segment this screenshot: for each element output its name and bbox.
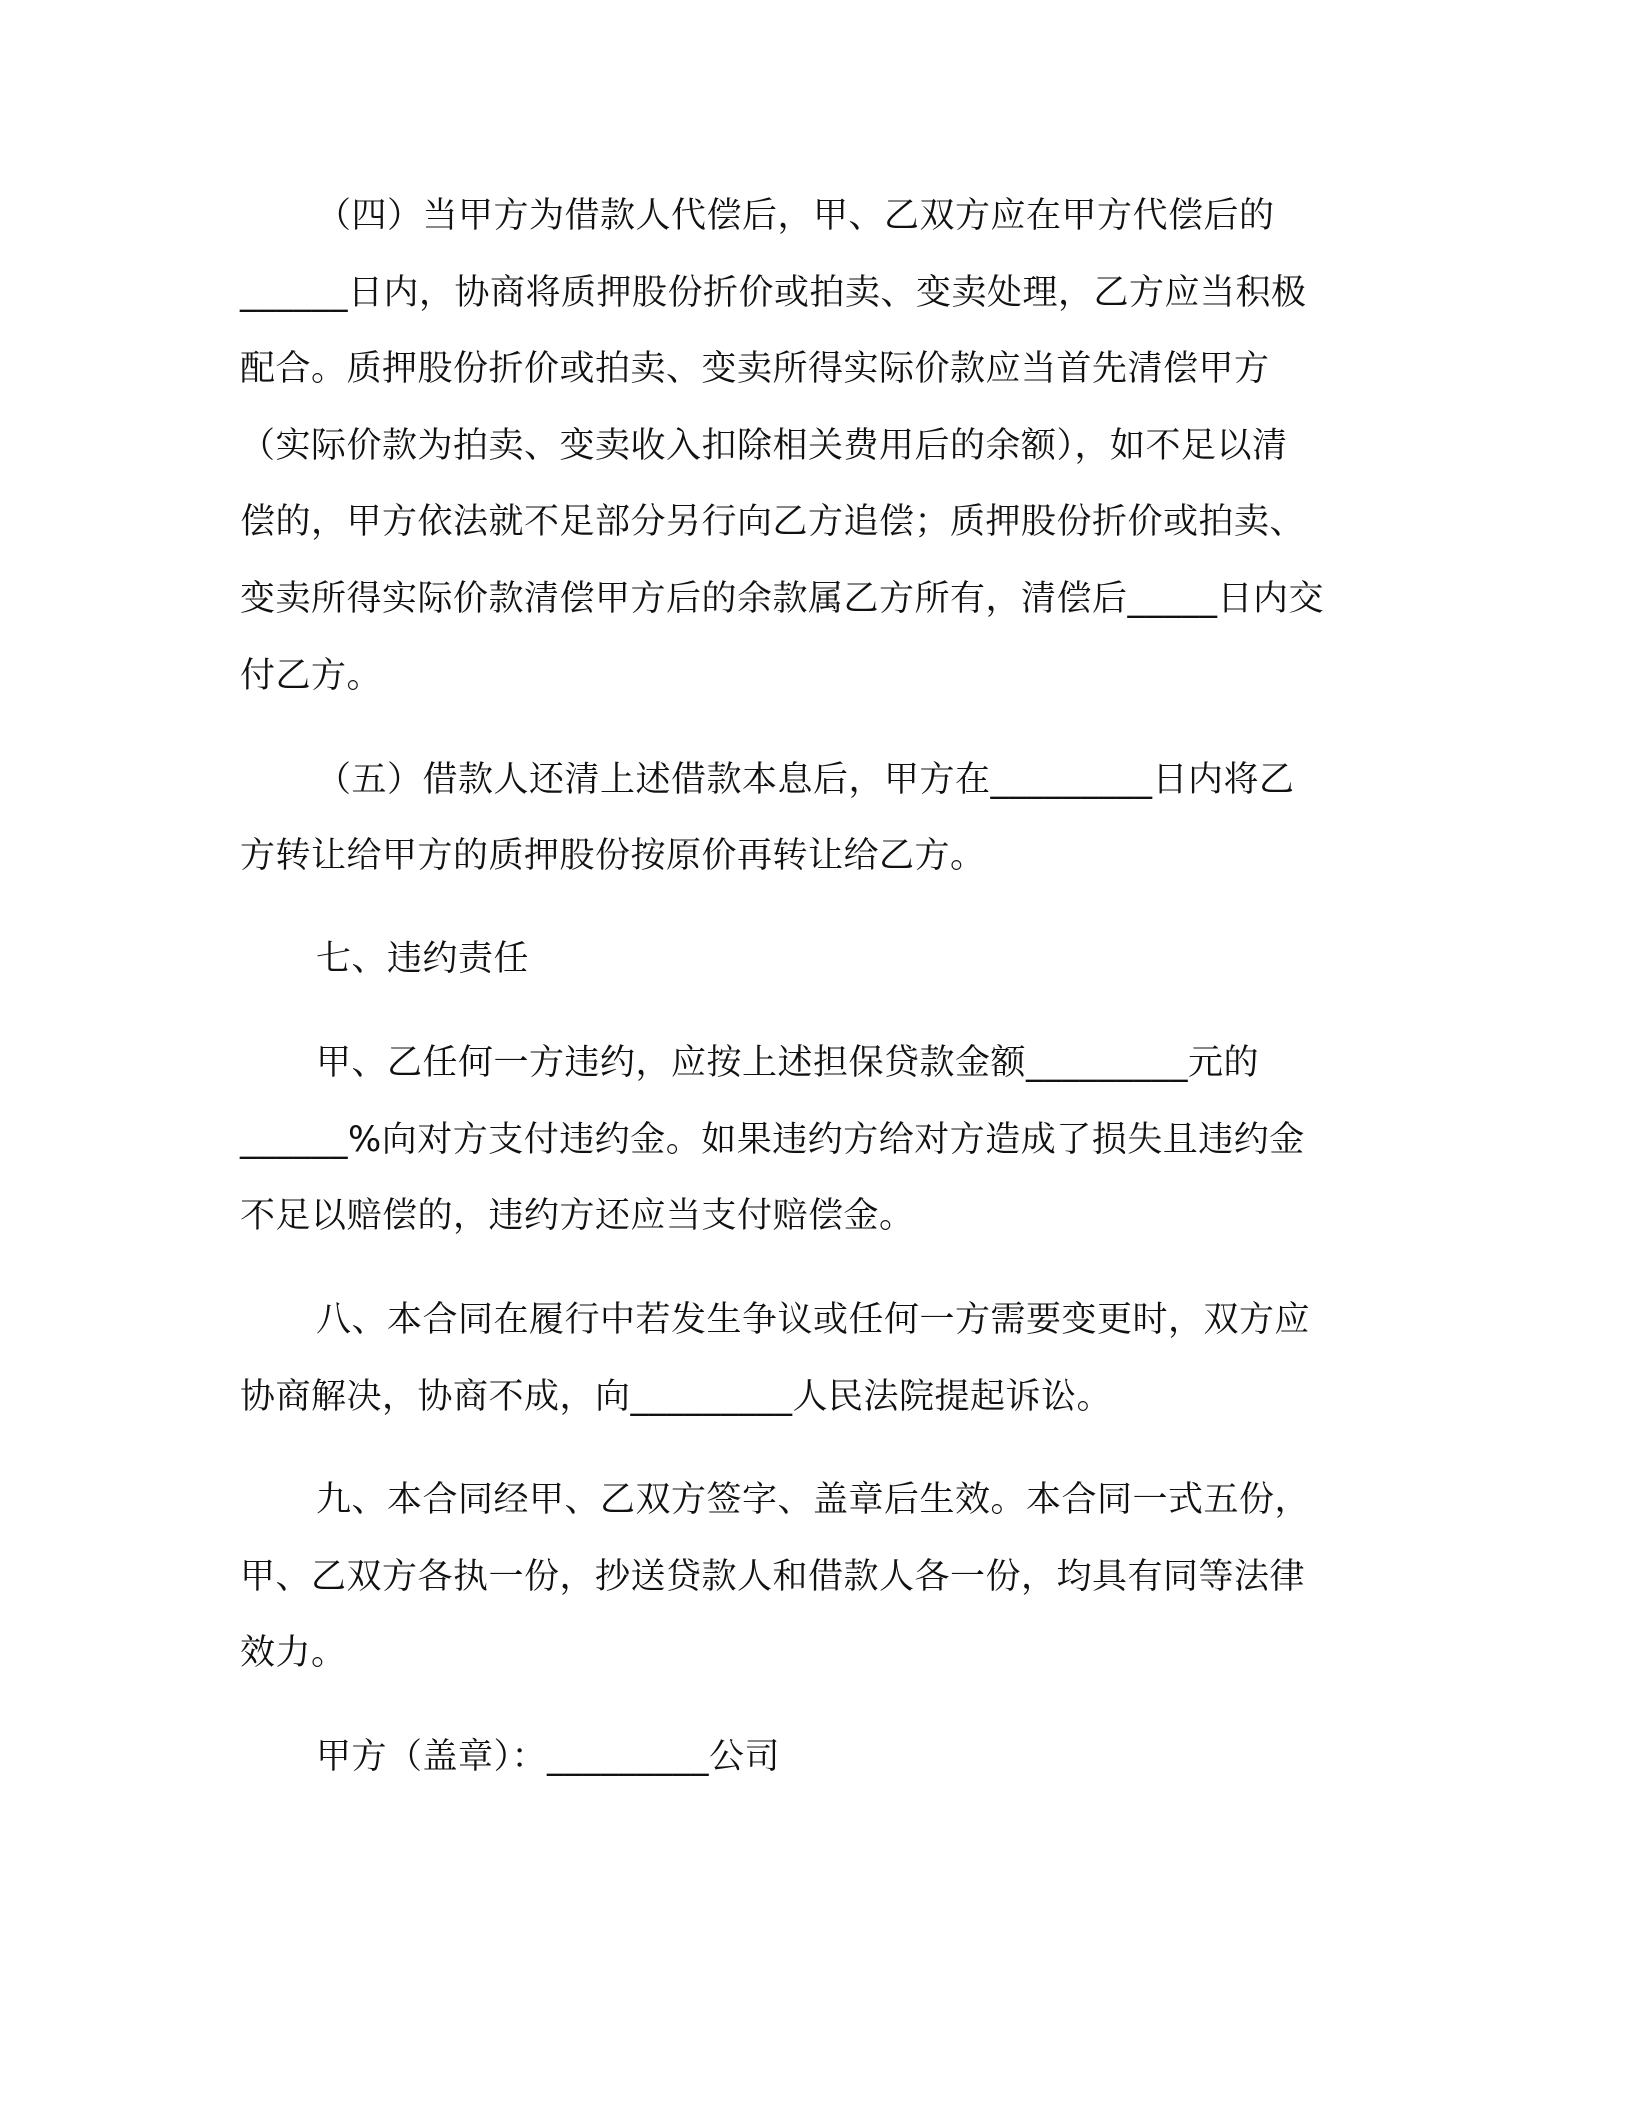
section-7-line-3: 不足以赔偿的，违约方还应当支付赔偿金。 (240, 1196, 915, 1236)
paragraph-4-line-2: ______日内，协商将质押股份折价或拍卖、变卖处理，乙方应当积极 (240, 273, 1307, 313)
paragraph-5-line-2: 方转让给甲方的质押股份按原价再转让给乙方。 (240, 836, 986, 876)
section-7-heading: 七、违约责任 (316, 939, 530, 979)
paragraph-4-line-3: 配合。质押股份折价或拍卖、变卖所得实际价款应当首先清偿甲方 (240, 349, 1270, 389)
paragraph-4-line-5: 偿的，甲方依法就不足部分另行向乙方追偿；质押股份折价或拍卖、 (240, 502, 1306, 542)
section-7-line-1: 甲、乙任何一方违约，应按上述担保贷款金额_________元的 (316, 1043, 1260, 1083)
paragraph-4-line-4: （实际价款为拍卖、变卖收入扣除相关费用后的余额），如不足以清 (240, 426, 1288, 466)
section-9-line-3: 效力。 (240, 1633, 347, 1673)
paragraph-4-line-6: 变卖所得实际价款清偿甲方后的余款属乙方所有，清偿后_____日内交 (240, 579, 1325, 619)
section-9-line-2: 甲、乙双方各执一份，抄送贷款人和借款人各一份，均具有同等法律 (240, 1557, 1306, 1597)
party-a-signature-line: 甲方（盖章）：_________公司 (316, 1737, 781, 1777)
section-8-line-1: 八、本合同在履行中若发生争议或任何一方需要变更时，双方应 (316, 1300, 1311, 1340)
paragraph-4-line-7: 付乙方。 (240, 656, 383, 696)
paragraph-5-line-1: （五）借款人还清上述借款本息后，甲方在_________日内将乙 (316, 760, 1295, 800)
paragraph-4-line-1: （四）当甲方为借款人代偿后，甲、乙双方应在甲方代偿后的 (316, 196, 1275, 236)
section-9-line-1: 九、本合同经甲、乙双方签字、盖章后生效。本合同一式五份， (316, 1480, 1311, 1520)
section-7-line-2: ______%向对方支付违约金。如果违约方给对方造成了损失且违约金 (240, 1120, 1305, 1160)
section-8-line-2: 协商解决，协商不成，向_________人民法院提起诉讼。 (240, 1377, 1113, 1417)
